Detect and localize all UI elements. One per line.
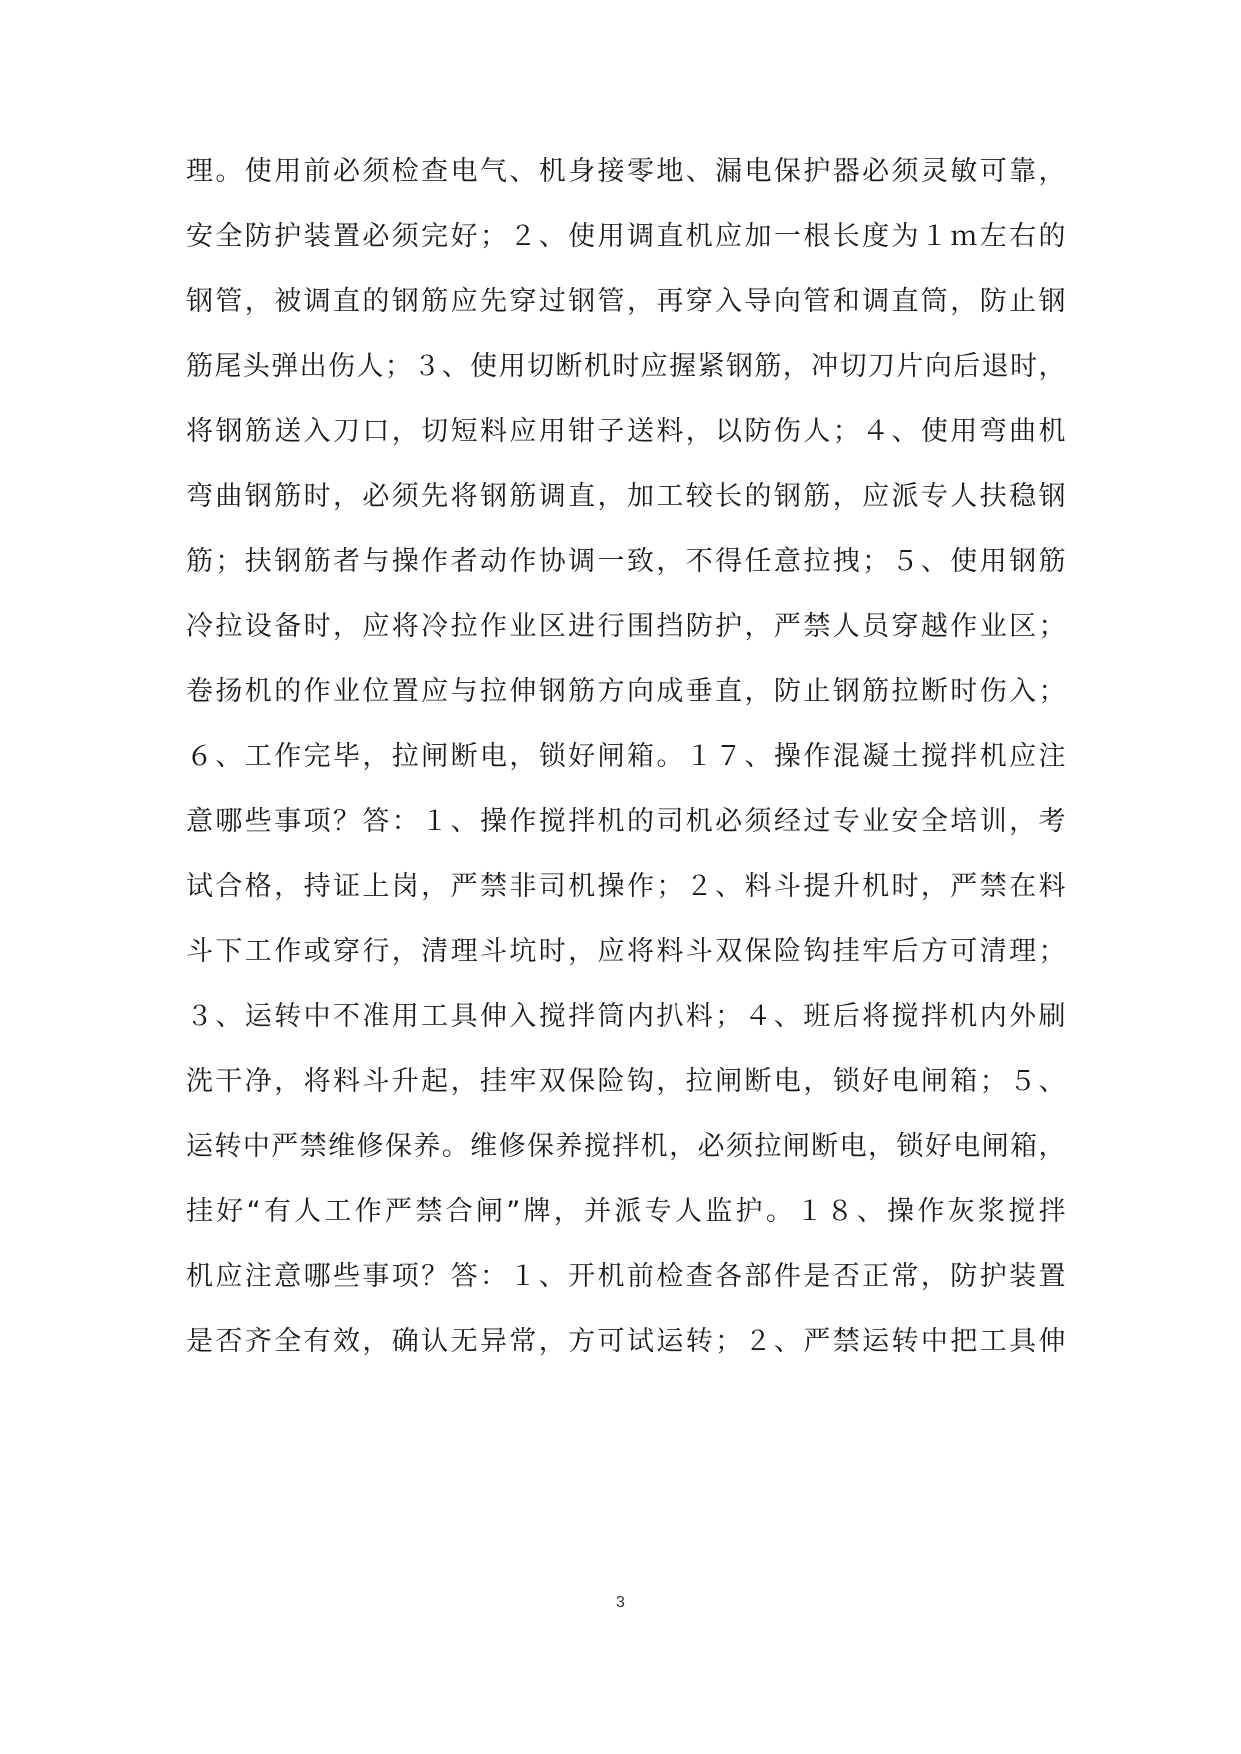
text-line: 卷扬机的作业位置应与拉伸钢筋方向成垂直，防止钢筋拉断时伤入； — [186, 676, 1066, 707]
text-line: 冷拉设备时，应将冷拉作业区进行围挡防护，严禁人员穿越作业区； — [186, 611, 1066, 642]
page-number: 3 — [616, 1594, 625, 1611]
text-line: 筋尾头弹出伤人；３、使用切断机时应握紧钢筋，冲切刀片向后退时， — [186, 351, 1066, 382]
text-line: ６、工作完毕，拉闸断电，锁好闸箱。１７、操作混凝土搅拌机应注 — [186, 741, 1066, 772]
text-line: 钢管，被调直的钢筋应先穿过钢管，再穿入导向管和调直筒，防止钢 — [186, 286, 1066, 317]
text-line: 试合格，持证上岗，严禁非司机操作；２、料斗提升机时，严禁在料 — [186, 871, 1066, 902]
text-line: 理。使用前必须检查电气、机身接零地、漏电保护器必须灵敏可靠， — [186, 156, 1066, 187]
text-line: 洗干净，将料斗升起，挂牢双保险钩，拉闸断电，锁好电闸箱；５、 — [186, 1066, 1066, 1097]
text-line: 机应注意哪些事项？答：１、开机前检查各部件是否正常，防护装置 — [186, 1261, 1066, 1292]
text-line: 挂好“有人工作严禁合闸”牌，并派专人监护。１８、操作灰浆搅拌 — [186, 1196, 1066, 1227]
text-line: 筋；扶钢筋者与操作者动作协调一致，不得任意拉拽；５、使用钢筋 — [186, 546, 1066, 577]
body-text — [186, 146, 1066, 1381]
text-line: ３、运转中不准用工具伸入搅拌筒内扒料；４、班后将搅拌机内外刷 — [186, 1001, 1066, 1032]
text-line: 弯曲钢筋时，必须先将钢筋调直，加工较长的钢筋，应派专人扶稳钢 — [186, 481, 1066, 512]
text-line: 斗下工作或穿行，清理斗坑时，应将料斗双保险钩挂牢后方可清理； — [186, 936, 1066, 967]
text-line: 将钢筋送入刀口，切短料应用钳子送料，以防伤人；４、使用弯曲机 — [186, 416, 1066, 447]
text-line: 意哪些事项？答：１、操作搅拌机的司机必须经过专业安全培训，考 — [186, 806, 1066, 837]
text-line: 是否齐全有效，确认无异常，方可试运转；２、严禁运转中把工具伸 — [186, 1326, 1066, 1357]
text-line: 安全防护装置必须完好；２、使用调直机应加一根长度为１ｍ左右的 — [186, 221, 1066, 252]
text-line: 运转中严禁维修保养。维修保养搅拌机，必须拉闸断电，锁好电闸箱， — [186, 1131, 1066, 1162]
